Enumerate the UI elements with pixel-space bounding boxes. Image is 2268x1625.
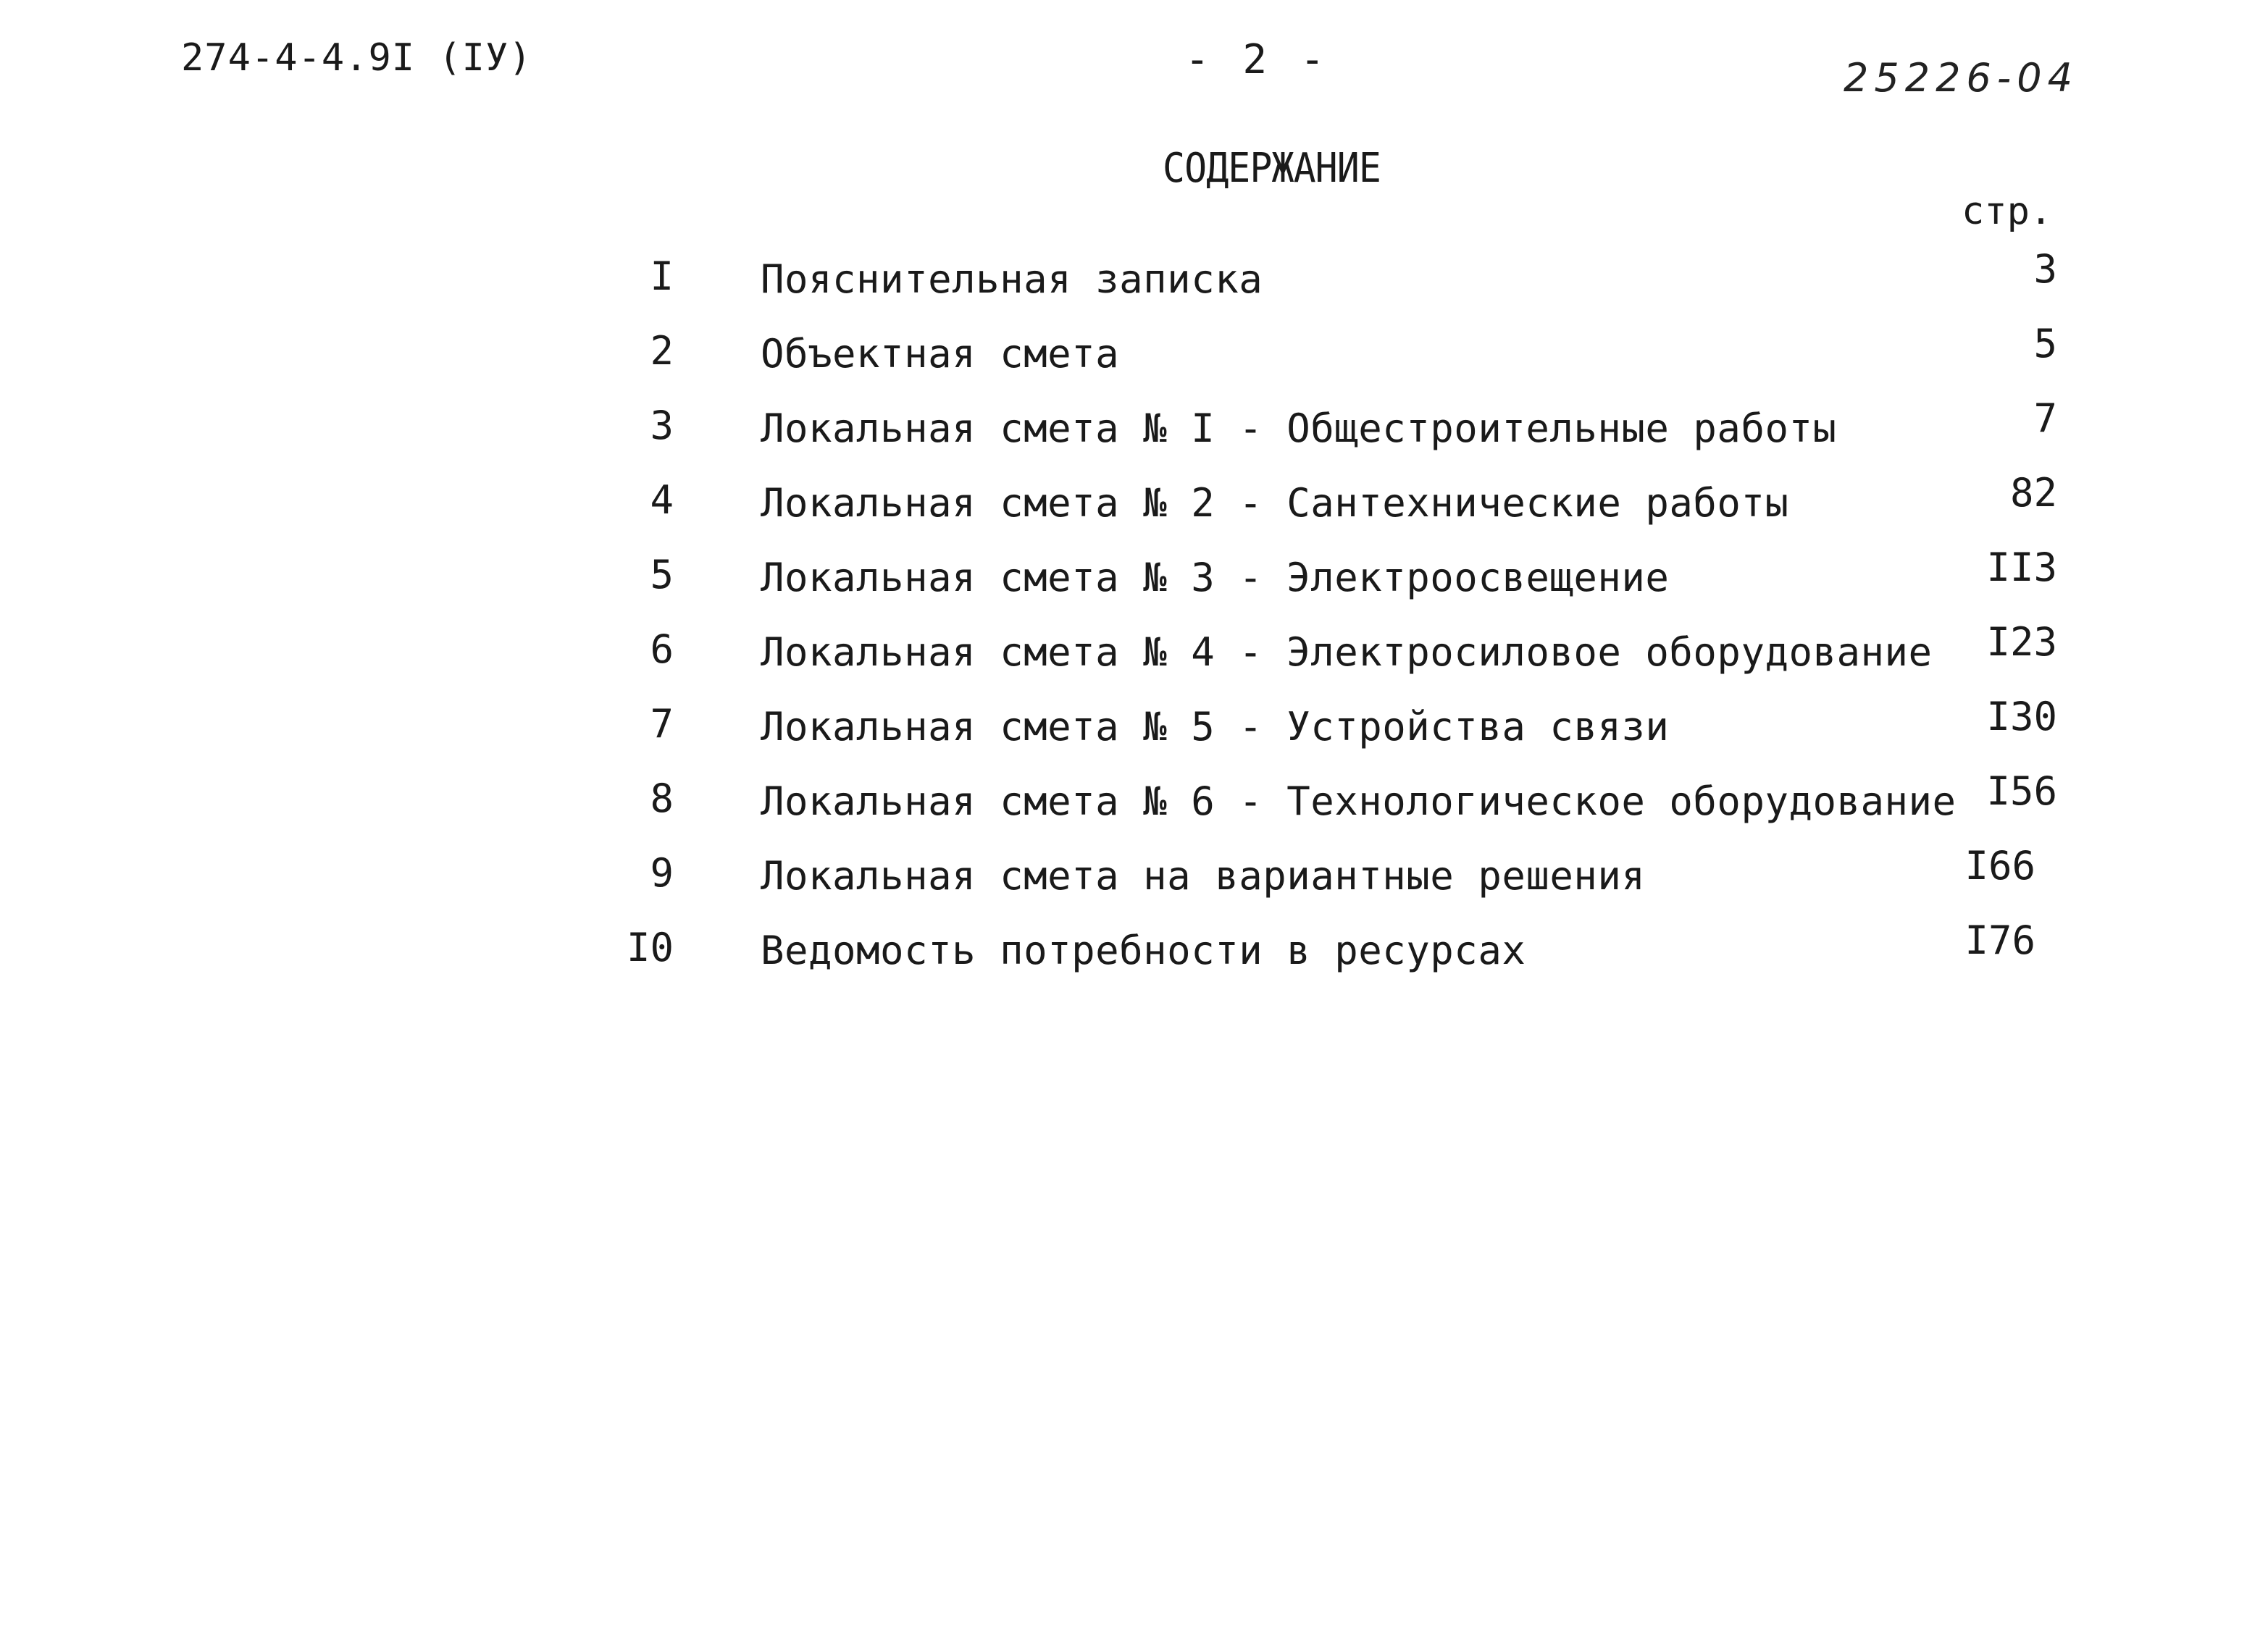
toc-item-page: 7 [2033, 395, 2057, 441]
toc-item [0, 470, 2268, 552]
toc-item-title: Локальная смета № 5 - Устройства связи [761, 704, 1670, 749]
toc-item-number: 3 [650, 403, 674, 448]
toc-item-page: 5 [2033, 321, 2057, 366]
toc-item-title: Ведомость потребности в ресурсах [761, 928, 1526, 973]
toc-item [0, 246, 2268, 328]
toc-item-page: II3 [1986, 545, 2057, 590]
toc-item [0, 545, 2268, 626]
toc-item-page: I56 [1986, 768, 2057, 814]
page-column-label: стр. [1962, 190, 2053, 233]
toc-item-title: Локальная смета № I - Общестроительные работы [761, 406, 1837, 451]
toc-item [0, 395, 2268, 477]
table-of-contents [0, 246, 2268, 999]
toc-item-number: 8 [650, 776, 674, 821]
document-code: 274-4-4.9I (IУ) [181, 36, 532, 80]
archive-number: 25226-04 [1844, 55, 2078, 101]
toc-item-title: Локальная смета на вариантные решения [761, 853, 1646, 899]
toc-item-number: I [650, 253, 674, 299]
toc-item [0, 619, 2268, 701]
toc-item [0, 843, 2268, 925]
page-number: - 2 - [1185, 36, 1329, 83]
toc-item-number: 6 [650, 626, 674, 672]
toc-item-number: 4 [650, 477, 674, 523]
toc-item-page: I30 [1986, 694, 2057, 739]
toc-item-number: 2 [650, 328, 674, 374]
toc-item-page: 3 [2033, 246, 2057, 292]
toc-item-number: 9 [650, 850, 674, 896]
toc-item-title: Локальная смета № 6 - Технологическое оборудование [761, 778, 1957, 824]
toc-item-page: I76 [1964, 918, 2035, 963]
toc-item-page: I23 [1986, 619, 2057, 665]
toc-item [0, 321, 2268, 403]
toc-item-page: 82 [2009, 470, 2057, 516]
toc-item-title: Локальная смета № 2 - Сантехнические работы [761, 480, 1789, 526]
toc-item-title: Объектная смета [761, 331, 1120, 377]
toc-item [0, 694, 2268, 776]
toc-item-number: 7 [650, 701, 674, 747]
toc-item-title: Пояснительная записка [761, 256, 1263, 302]
toc-item-title: Локальная смета № 3 - Электроосвещение [761, 555, 1670, 600]
toc-item-title: Локальная смета № 4 - Электросиловое оборудование [761, 629, 1933, 675]
toc-item [0, 918, 2268, 999]
toc-item-number: 5 [650, 552, 674, 597]
toc-title: СОДЕРЖАНИЕ [1163, 145, 1381, 192]
toc-item [0, 768, 2268, 850]
toc-item-number: I0 [626, 925, 674, 970]
toc-item-page: I66 [1964, 843, 2035, 889]
